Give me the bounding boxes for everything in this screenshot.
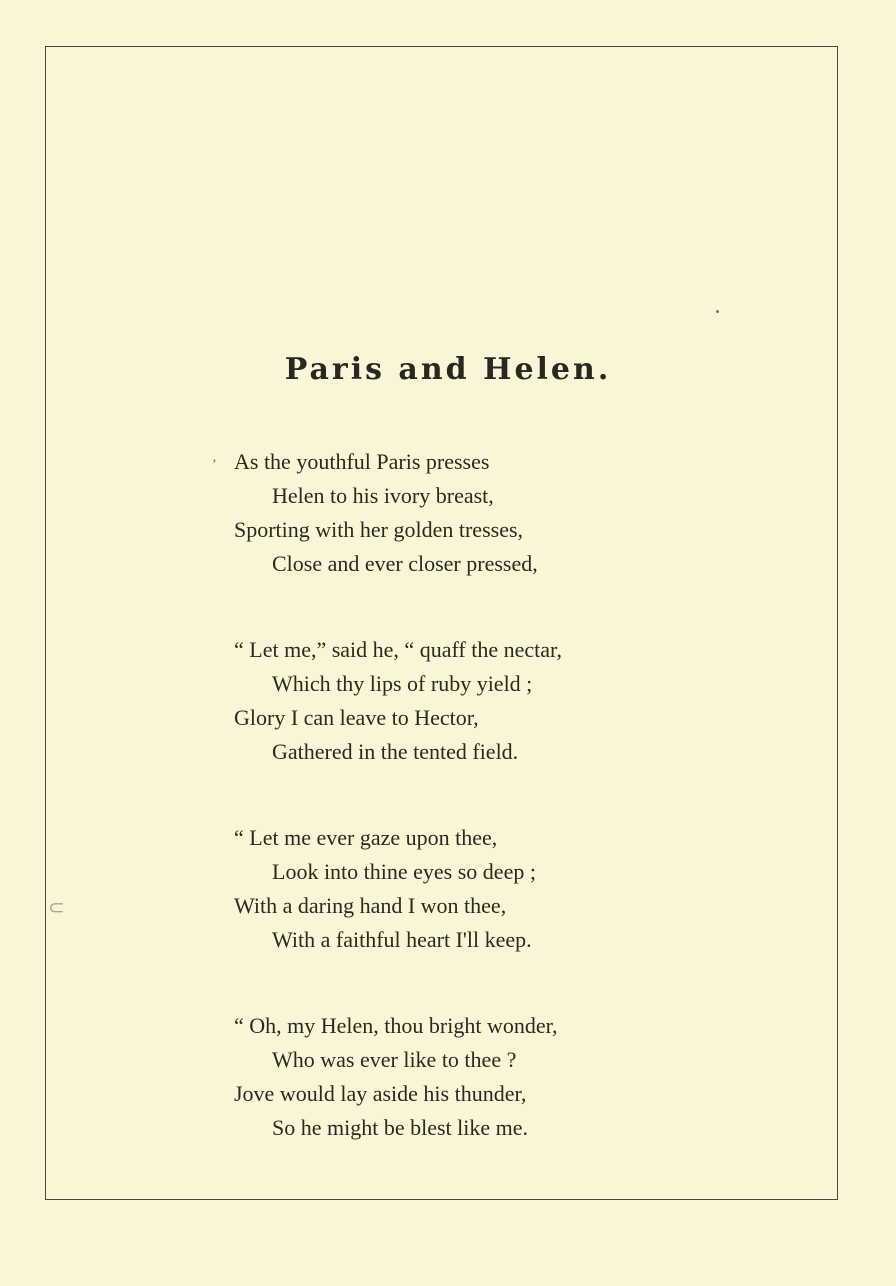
poem-body [0,445,896,1197]
poem-line: With a faithful heart I'll keep. [272,927,532,952]
poem-line: Close and ever closer pressed, [272,551,538,576]
stanza [0,445,896,581]
margin-pencil-mark: ⊂ [48,897,65,919]
stanza [0,1009,896,1145]
poem-line: “ Oh, my Helen, thou bright wonder, [234,1013,558,1038]
poem-title: Paris and Helen. [284,352,612,387]
poem-line: Who was ever like to thee ? [272,1047,517,1072]
margin-tick-mark: ‚ [212,450,217,465]
poem-line: Look into thine eyes so deep ; [272,859,536,884]
poem-line: Gathered in the tented field. [272,739,519,764]
poem-line: Glory I can leave to Hector, [234,705,479,730]
stanza [0,633,896,769]
poem-line: Jove would lay aside his thunder, [234,1081,527,1106]
poem-line: “ Let me,” said he, “ quaff the nectar, [234,637,562,662]
poem-line: Helen to his ivory breast, [272,483,494,508]
poem-line: Sporting with her golden tresses, [234,517,524,542]
ink-speck [716,310,719,313]
poem-line: So he might be blest like me. [272,1115,529,1140]
poem-line: As the youthful Paris presses [234,449,490,474]
poem-line: “ Let me ever gaze upon thee, [234,825,498,850]
poem-line: With a daring hand I won thee, [234,893,507,918]
poem-line: Which thy lips of ruby yield ; [272,671,533,696]
stanza [0,821,896,957]
